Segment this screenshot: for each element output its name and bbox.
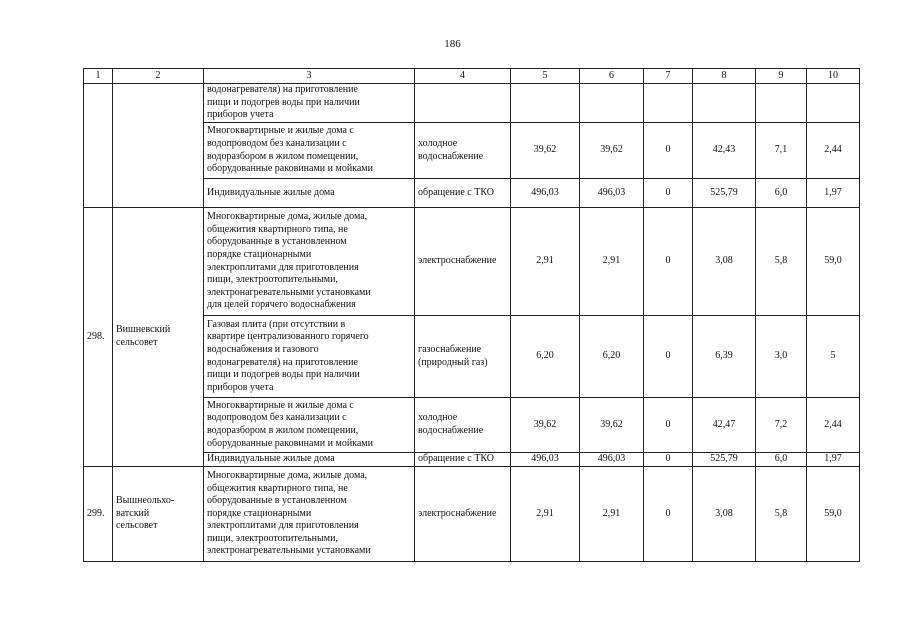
table-row (84, 84, 860, 123)
consumer-category-cell: Индивидуальные жилые дома (204, 453, 415, 467)
value-cell: 0 (644, 208, 693, 316)
value-cell (511, 84, 580, 123)
value-cell (807, 84, 860, 123)
service-cell: холодное водоснабжение (415, 123, 511, 179)
value-cell: 39,62 (511, 398, 580, 453)
value-cell: 2,91 (580, 467, 644, 562)
value-cell: 59,0 (807, 208, 860, 316)
value-cell: 7,2 (756, 398, 807, 453)
value-cell: 6,20 (580, 316, 644, 398)
value-cell: 5,8 (756, 467, 807, 562)
value-cell (644, 84, 693, 123)
value-cell: 0 (644, 179, 693, 208)
header-cell: 5 (511, 69, 580, 84)
value-cell: 1,97 (807, 453, 860, 467)
service-cell (415, 84, 511, 123)
value-cell: 0 (644, 453, 693, 467)
consumer-category-cell: Многоквартирные и жилые дома с водопроводом без канализации с водоразбором в жилом помещении, оборудованные раковинами и мойками (204, 123, 415, 179)
value-cell: 525,79 (693, 453, 756, 467)
consumer-category-cell: Газовая плита (при отсутствии в квартире централизованного горячего водоснабжения и газового водонагревателя) на приготовление пищи и подогрев воды при наличии приборов учета (204, 316, 415, 398)
value-cell: 496,03 (580, 179, 644, 208)
value-cell: 59,0 (807, 467, 860, 562)
value-cell: 2,44 (807, 398, 860, 453)
value-cell: 2,91 (511, 467, 580, 562)
consumer-category-cell: водонагревателя) на приготовление пищи и подогрев воды при наличии приборов учета (204, 84, 415, 123)
value-cell: 3,0 (756, 316, 807, 398)
value-cell: 0 (644, 467, 693, 562)
row-number-cell: 299. (84, 467, 113, 562)
service-cell: электроснабжение (415, 467, 511, 562)
value-cell (693, 84, 756, 123)
value-cell: 0 (644, 123, 693, 179)
value-cell: 0 (644, 316, 693, 398)
settlement-name-cell: Вышнеольхо- ватский сельсовет (113, 467, 204, 562)
page-number: 186 (444, 38, 461, 50)
row-number-cell: 298. (84, 208, 113, 467)
header-cell: 6 (580, 69, 644, 84)
table-row (84, 467, 860, 562)
row-number-cell (84, 84, 113, 208)
value-cell: 0 (644, 398, 693, 453)
settlement-name-cell: Вишневский сельсовет (113, 208, 204, 467)
value-cell: 3,08 (693, 467, 756, 562)
value-cell: 7,1 (756, 123, 807, 179)
value-cell: 5,8 (756, 208, 807, 316)
service-cell: обращение с ТКО (415, 453, 511, 467)
value-cell: 6,0 (756, 453, 807, 467)
service-cell: газоснабжение (природный газ) (415, 316, 511, 398)
value-cell (756, 84, 807, 123)
consumer-category-cell: Многоквартирные дома, жилые дома, общежития квартирного типа, не оборудованные в установленном порядке стационарными электроплитами для приготовления пищи, электроотопительными, электронагревательными установками (204, 467, 415, 562)
value-cell: 525,79 (693, 179, 756, 208)
value-cell: 496,03 (511, 179, 580, 208)
value-cell: 2,44 (807, 123, 860, 179)
header-cell: 8 (693, 69, 756, 84)
value-cell: 5 (807, 316, 860, 398)
consumer-category-cell: Многоквартирные и жилые дома с водопроводом без канализации с водоразбором в жилом помещении, оборудованные раковинами и мойками (204, 398, 415, 453)
value-cell: 496,03 (580, 453, 644, 467)
header-cell: 7 (644, 69, 693, 84)
value-cell: 1,97 (807, 179, 860, 208)
value-cell: 3,08 (693, 208, 756, 316)
value-cell: 2,91 (511, 208, 580, 316)
value-cell: 39,62 (511, 123, 580, 179)
header-cell: 4 (415, 69, 511, 84)
header-cell: 3 (204, 69, 415, 84)
tariff-table (83, 68, 860, 562)
service-cell: холодное водоснабжение (415, 398, 511, 453)
value-cell: 39,62 (580, 398, 644, 453)
header-cell: 10 (807, 69, 860, 84)
consumer-category-cell: Индивидуальные жилые дома (204, 179, 415, 208)
table-row (84, 208, 860, 316)
value-cell: 6,39 (693, 316, 756, 398)
value-cell: 42,43 (693, 123, 756, 179)
value-cell: 2,91 (580, 208, 644, 316)
header-cell: 9 (756, 69, 807, 84)
service-cell: обращение с ТКО (415, 179, 511, 208)
header-cell: 1 (84, 69, 113, 84)
value-cell (580, 84, 644, 123)
consumer-category-cell: Многоквартирные дома, жилые дома, общежития квартирного типа, не оборудованные в установленном порядке стационарными электроплитами для приготовления пищи, электроотопительными, электронагревательными установками для целей горячего водоснабжения (204, 208, 415, 316)
value-cell: 496,03 (511, 453, 580, 467)
service-cell: электроснабжение (415, 208, 511, 316)
header-row (84, 69, 860, 84)
value-cell: 39,62 (580, 123, 644, 179)
value-cell: 42,47 (693, 398, 756, 453)
header-cell: 2 (113, 69, 204, 84)
value-cell: 6,20 (511, 316, 580, 398)
settlement-name-cell (113, 84, 204, 208)
value-cell: 6,0 (756, 179, 807, 208)
